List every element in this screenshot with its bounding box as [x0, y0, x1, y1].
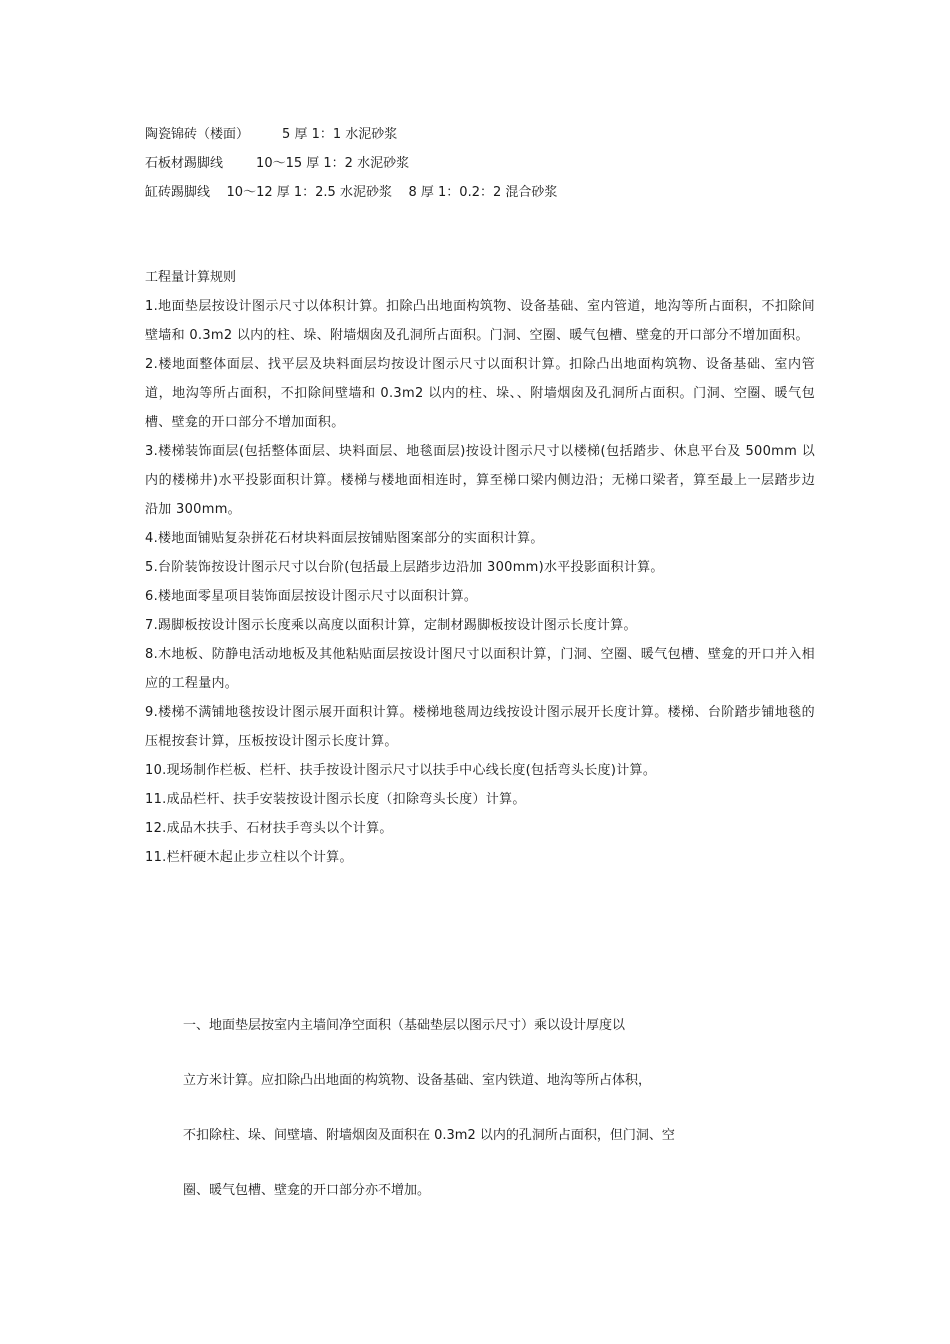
rule-item: 9.楼梯不满铺地毯按设计图示展开面积计算。楼梯地毯周边线按设计图示展开长度计算。楼梯、台阶踏步铺地毯的压棍按套计算，压板按设计图示长度计算。	[145, 705, 815, 749]
section-line: 立方米计算。应扣除凸出地面的构筑物、设备基础、室内铁道、地沟等所占体积，	[183, 1073, 652, 1088]
material-line: 石板材踢脚线 10～15 厚 1：2 水泥砂浆	[145, 156, 410, 171]
calculation-rules	[145, 263, 815, 872]
rule-item: 3.楼梯装饰面层(包括整体面层、块料面层、地毯面层)按设计图示尺寸以楼梯(包括踏步、休息平台及 500mm 以内的楼梯井)水平投影面积计算。楼梯与楼地面相连时，算至梯口梁内侧边沿；无梯口梁者，算至最上一层踏步边沿加 300mm。	[145, 444, 815, 517]
rule-item: 1.地面垫层按设计图示尺寸以体积计算。扣除凸出地面构筑物、设备基础、室内管道，地沟等所占面积，不扣除间壁墙和 0.3m2 以内的柱、垛、附墙烟囱及孔洞所占面积。门洞、空圈、暖气包槽、壁龛的开口部分不增加面积。	[145, 299, 815, 343]
rule-item: 11.成品栏杆、扶手安装按设计图示长度（扣除弯头长度）计算。	[145, 792, 526, 807]
rule-item: 11.栏杆硬木起止步立柱以个计算。	[145, 850, 353, 865]
section-line: 一、地面垫层按室内主墙间净空面积（基础垫层以图示尺寸）乘以设计厚度以	[183, 1018, 626, 1033]
rule-item: 4.楼地面铺贴复杂拼花石材块料面层按铺贴图案部分的实面积计算。	[145, 531, 544, 546]
section-one	[183, 1016, 763, 1236]
material-line: 缸砖踢脚线 10～12 厚 1：2.5 水泥砂浆 8 厚 1：0.2：2 混合砂浆	[145, 185, 558, 200]
section-line: 不扣除柱、垛、间壁墙、附墙烟囱及面积在 0.3m2 以内的孔洞所占面积，但门洞、空	[183, 1128, 675, 1143]
section-line: 圈、暖气包槽、壁龛的开口部分亦不增加。	[183, 1183, 431, 1198]
rule-item: 2.楼地面整体面层、找平层及块料面层均按设计图示尺寸以面积计算。扣除凸出地面构筑物、设备基础、室内管道，地沟等所占面积，不扣除间壁墙和 0.3m2 以内的柱、垛、、附墙烟囱及孔洞所占面积。门洞、空圈、暖气包槽、壁龛的开口部分不增加面积。	[145, 357, 815, 430]
rule-item: 6.楼地面零星项目装饰面层按设计图示尺寸以面积计算。	[145, 589, 478, 604]
materials-block	[145, 120, 825, 207]
rules-title: 工程量计算规则	[145, 270, 237, 285]
rule-item: 8.木地板、防静电活动地板及其他粘贴面层按设计图尺寸以面积计算，门洞、空圈、暖气包槽、壁龛的开口并入相应的工程量内。	[145, 647, 815, 691]
rule-item: 12.成品木扶手、石材扶手弯头以个计算。	[145, 821, 393, 836]
rule-item: 10.现场制作栏板、栏杆、扶手按设计图示尺寸以扶手中心线长度(包括弯头长度)计算。	[145, 763, 657, 778]
rule-item: 7.踢脚板按设计图示长度乘以高度以面积计算，定制材踢脚板按设计图示长度计算。	[145, 618, 637, 633]
material-line: 陶瓷锦砖（楼面） 5 厚 1：1 水泥砂浆	[145, 127, 398, 142]
rule-item: 5.台阶装饰按设计图示尺寸以台阶(包括最上层踏步边沿加 300mm)水平投影面积计算。	[145, 560, 664, 575]
